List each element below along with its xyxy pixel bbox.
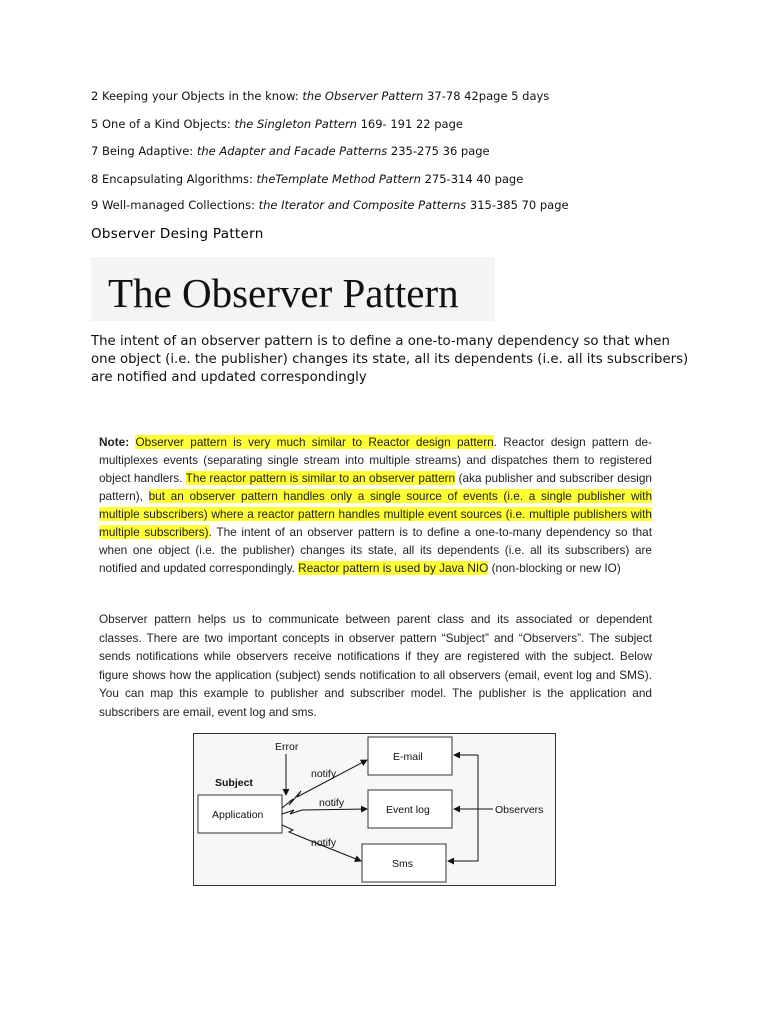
sms-label: Sms (392, 858, 413, 870)
highlight: The reactor pattern is similar to an observer pattern (185, 471, 456, 485)
banner-title: The Observer Pattern (108, 270, 459, 316)
observer-diagram (193, 733, 556, 886)
highlight: Observer pattern is very much similar to Reactor design pattern (135, 435, 494, 449)
toc-item: 5 One of a Kind Objects: the Singleton Pattern 169- 191 22 page (91, 117, 463, 131)
eventlog-label: Event log (386, 804, 430, 816)
title-banner-image (91, 257, 495, 321)
application-label: Application (212, 809, 264, 821)
observer-explanation-paragraph: Observer pattern helps us to communicate between parent class and its associated or dependent classes. There are two important concepts in observer pattern “Subject” and “Observers”. The subject sends notifications while observers receive notifications if they are registered with the subject. Below figure shows how the application (subject) sends notification to all observers (email, event log and SMS). You can map this example to publisher and subscriber model. The publisher is the application and subscribers are email, event log and sms. (99, 612, 652, 719)
section-heading: Observer Desing Pattern (91, 226, 264, 242)
toc-item: 7 Being Adaptive: the Adapter and Facade Patterns 235-275 36 page (91, 144, 490, 158)
toc-item: 9 Well-managed Collections: the Iterator and Composite Patterns 315-385 70 page (91, 198, 569, 212)
error-label: Error (275, 741, 299, 753)
note-label: Note: (99, 435, 130, 449)
highlight: Reactor pattern is used by Java NIO (298, 561, 489, 575)
toc-item: 2 Keeping your Objects in the know: the Observer Pattern 37-78 42page 5 days (91, 89, 550, 103)
notify-label-email: notify (311, 768, 337, 780)
notify-label-eventlog: notify (319, 797, 345, 809)
observers-label: Observers (495, 804, 544, 816)
email-label: E-mail (393, 751, 423, 763)
subject-label: Subject (215, 777, 253, 789)
intro-paragraph: The intent of an observer pattern is to define a one-to-many dependency so that when one object (i.e. the publisher) changes its state, all its dependents (i.e. all its subscribers) are notified and updated correspondingly (91, 334, 689, 385)
highlight: but an observer pattern handles only a single source of events (i.e. a single publisher with multiple subscribers) where a reactor pattern handles multiple event sources (i.e. multiple publishers with multiple subscribers) (99, 489, 653, 539)
note-paragraph: Note: Observer pattern is very much similar to Reactor design pattern. Reactor design pattern de-multiplexes events (separating single stream into multiple streams) and dispatches them to registered object handlers. The reactor pattern is similar to an observer pattern (aka publisher and subscriber design pattern), but an observer pattern handles only a single source of events (i.e. a single publisher with multiple subscribers) where a reactor pattern handles multiple event sources (i.e. multiple publishers with multiple subscribers). The intent of an observer pattern is to define a one-to-many dependency so that when one object (i.e. the publisher) changes its state, all its dependents (i.e. all its subscribers) are notified and updated correspondingly. Reactor pattern is used by Java NIO (non-blocking or new IO) (99, 435, 653, 575)
toc-item: 8 Encapsulating Algorithms: theTemplate Method Pattern 275-314 40 page (91, 172, 524, 186)
notify-label-sms: notify (311, 837, 337, 849)
